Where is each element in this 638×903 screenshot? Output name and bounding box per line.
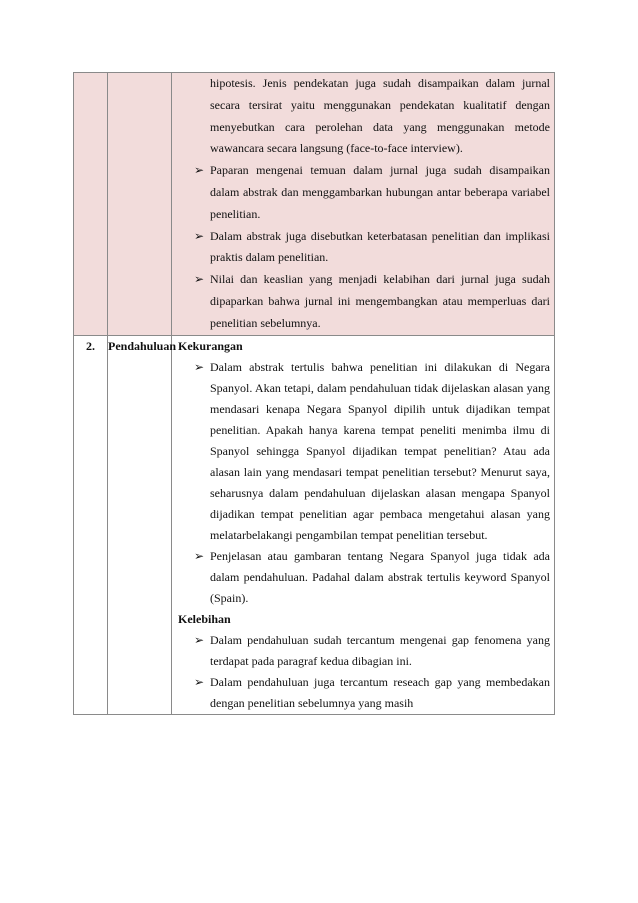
table-row: [74, 73, 555, 336]
section-cell: [108, 73, 172, 336]
table-row: [74, 335, 555, 714]
arrow-bullet-icon: ➢: [194, 632, 205, 647]
content-cell: [172, 335, 555, 714]
list-item: [172, 546, 554, 609]
bullet-text: Dalam abstrak tertulis bahwa penelitian ini dilakukan di Negara Spanyol. Akan tetapi, dalam pendahuluan tidak dijelaskan alasan yang mendasari kenapa Negara Spanyol dipilih untuk dijadikan tempat penelitian. Apakah hanya karena tempat peneliti menimba ilmu di Spanyol sehingga Spanyol dijadikan tempat penelitian? Atau ada alasan lain yang mendasari tempat penelitian tersebut? Menurut saya, seharusnya dalam pendahuluan dijelaskan alasan mengapa Spanyol dijadikan tempat penelitian agar pembaca mengetahui alasan yang melatarbelakangi pengambilan tempat penelitian tersebut.: [210, 359, 550, 542]
bullet-text: Dalam pendahuluan sudah tercantum mengenai gap fenomena yang terdapat pada paragraf kedua dibagian ini.: [210, 632, 550, 668]
number-cell: [74, 73, 108, 336]
list-item: [172, 630, 554, 672]
bullet-text: Dalam pendahuluan juga tercantum reseach gap yang membedakan dengan penelitian sebelumnya yang masih: [210, 674, 550, 710]
continuation-text: hipotesis. Jenis pendekatan juga sudah disampaikan dalam jurnal secara tersirat yaitu menggunakan pendekatan kualitatif dengan menyebutkan cara perolehan data yang menggunakan metode wawancara secara langsung (face-to-face interview).: [210, 76, 550, 156]
arrow-bullet-icon: ➢: [194, 548, 205, 563]
arrow-bullet-icon: ➢: [194, 228, 205, 243]
arrow-bullet-icon: ➢: [194, 359, 205, 374]
bullet-text: Penjelasan atau gambaran tentang Negara Spanyol juga tidak ada dalam pendahuluan. Padahal dalam abstrak tertulis keyword Spanyol (Spain).: [210, 548, 550, 605]
bullet-text: Paparan mengenai temuan dalam jurnal juga sudah disampaikan dalam abstrak dan menggambarkan hubungan antar beberapa variabel penelitian.: [210, 163, 550, 221]
list-item: [172, 269, 554, 334]
row-number: 2.: [74, 335, 108, 714]
kelebihan-heading: Kelebihan: [178, 611, 231, 626]
list-item: [172, 160, 554, 225]
kekurangan-heading: Kekurangan: [178, 338, 243, 353]
list-item: [172, 73, 554, 160]
list-item: [172, 226, 554, 270]
bullet-text: Nilai dan keaslian yang menjadi kelabihan dari jurnal juga sudah dipaparkan bahwa jurnal ini mengembangkan atau memperluas dari penelitian sebelumnya.: [210, 272, 550, 330]
list-item: [172, 672, 554, 714]
review-table: [73, 72, 555, 715]
bullet-text: Dalam abstrak juga disebutkan keterbatasan penelitian dan implikasi praktis dalam penelitian.: [210, 228, 550, 265]
section-title: Pendahuluan: [108, 335, 172, 714]
arrow-bullet-icon: ➢: [194, 163, 205, 178]
content-cell: [172, 73, 555, 336]
arrow-bullet-icon: ➢: [194, 272, 205, 287]
arrow-bullet-icon: ➢: [194, 674, 205, 689]
list-item: [172, 357, 554, 546]
